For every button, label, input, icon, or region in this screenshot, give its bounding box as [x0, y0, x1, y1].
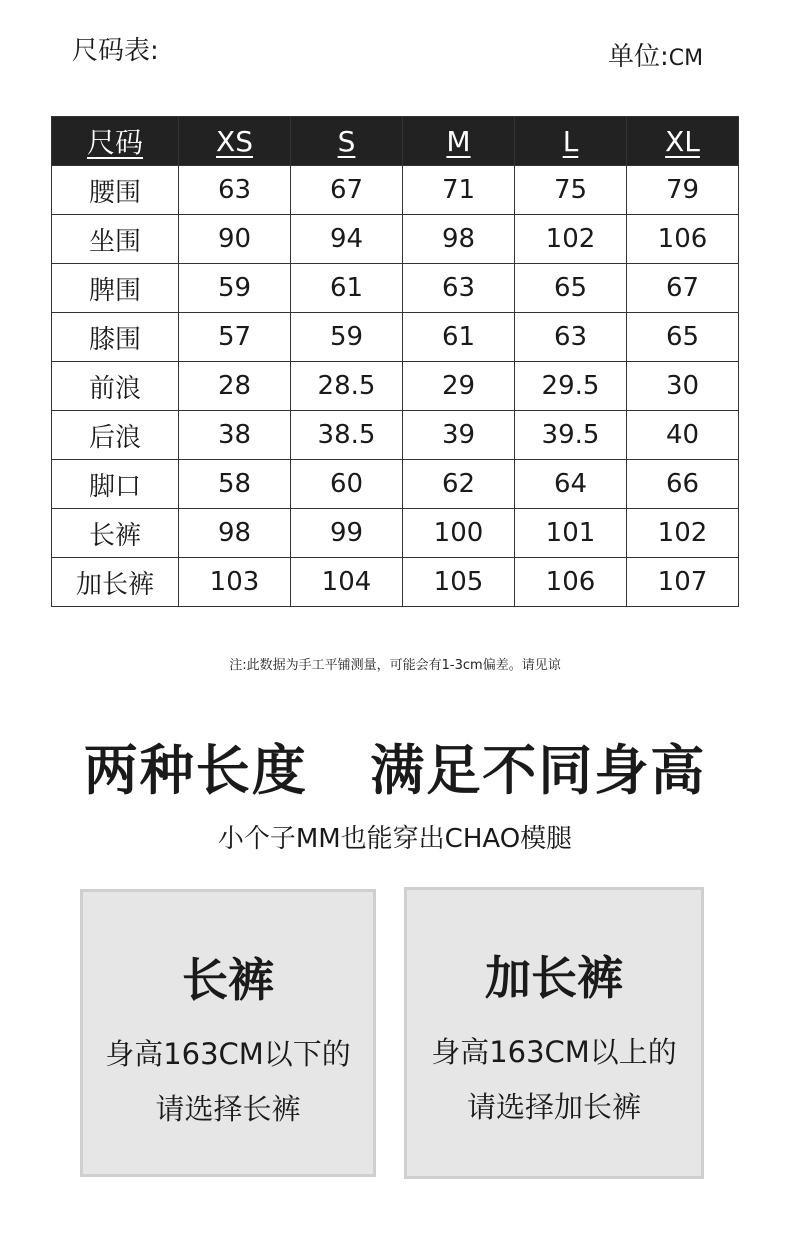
table-cell: 63: [515, 313, 627, 362]
table-cell: 59: [291, 313, 403, 362]
table-cell: 75: [515, 166, 627, 215]
row-label-cell: 膝围: [52, 313, 179, 362]
table-cell: 30: [627, 362, 739, 411]
table-cell: 62: [403, 460, 515, 509]
table-row: [52, 264, 739, 313]
measurement-note: 注:此数据为手工平铺测量，可能会有1-3cm偏差。请见谅: [229, 658, 561, 673]
table-row: [52, 558, 739, 607]
table-cell: 66: [627, 460, 739, 509]
unit-label-text: 单位:: [608, 42, 669, 72]
size-table: [51, 116, 739, 607]
table-cell: 61: [403, 313, 515, 362]
table-cell: 29: [403, 362, 515, 411]
table-cell: 102: [627, 509, 739, 558]
table-cell: 90: [179, 215, 291, 264]
header-cell-l: L: [515, 117, 627, 166]
table-cell: 64: [515, 460, 627, 509]
row-label-cell: 坐围: [52, 215, 179, 264]
row-label-cell: 前浪: [52, 362, 179, 411]
row-label-cell: 脚口: [52, 460, 179, 509]
table-row: [52, 362, 739, 411]
table-cell: 57: [179, 313, 291, 362]
table-cell: 106: [627, 215, 739, 264]
table-cell: 28.5: [291, 362, 403, 411]
table-cell: 63: [179, 166, 291, 215]
table-row: [52, 166, 739, 215]
subheadline: 小个子MM也能穿出CHAO模腿: [217, 824, 573, 854]
header-cell-xs: XS: [179, 117, 291, 166]
table-cell: 106: [515, 558, 627, 607]
table-cell: 59: [179, 264, 291, 313]
table-cell: 65: [627, 313, 739, 362]
row-label-cell: 腰围: [52, 166, 179, 215]
table-cell: 58: [179, 460, 291, 509]
table-cell: 67: [627, 264, 739, 313]
card-height-line: 身高163CM以下的: [105, 1037, 351, 1071]
card-choose-line: 请选择长裤: [155, 1092, 301, 1126]
table-cell: 28: [179, 362, 291, 411]
card-title: 加长裤: [485, 951, 623, 1005]
header-cell-xl: XL: [627, 117, 739, 166]
table-cell: 39: [403, 411, 515, 460]
table-cell: 104: [291, 558, 403, 607]
table-cell: 102: [515, 215, 627, 264]
card-extra-length: [404, 887, 704, 1179]
table-cell: 40: [627, 411, 739, 460]
table-cell: 107: [627, 558, 739, 607]
unit-value: CM: [668, 46, 704, 71]
table-cell: 65: [515, 264, 627, 313]
table-row: [52, 215, 739, 264]
table-cell: 103: [179, 558, 291, 607]
card-title: 长裤: [182, 953, 274, 1007]
table-cell: 99: [291, 509, 403, 558]
table-cell: 38: [179, 411, 291, 460]
table-cell: 63: [403, 264, 515, 313]
table-cell: 38.5: [291, 411, 403, 460]
header-cell-size: 尺码: [52, 117, 179, 166]
table-cell: 61: [291, 264, 403, 313]
table-cell: 101: [515, 509, 627, 558]
table-row: [52, 313, 739, 362]
table-body: [52, 166, 739, 607]
headline: 两种长度 满足不同身高: [83, 739, 707, 802]
table-cell: 67: [291, 166, 403, 215]
row-label-cell: 加长裤: [52, 558, 179, 607]
table-cell: 60: [291, 460, 403, 509]
row-label-cell: 长裤: [52, 509, 179, 558]
row-label-cell: 后浪: [52, 411, 179, 460]
row-label-cell: 脾围: [52, 264, 179, 313]
header-cell-m: M: [403, 117, 515, 166]
table-row: [52, 509, 739, 558]
table-cell: 94: [291, 215, 403, 264]
table-cell: 100: [403, 509, 515, 558]
table-cell: 71: [403, 166, 515, 215]
table-cell: 98: [403, 215, 515, 264]
table-cell: 39.5: [515, 411, 627, 460]
card-height-line: 身高163CM以上的: [431, 1035, 677, 1069]
table-cell: 79: [627, 166, 739, 215]
table-header-row: [52, 117, 739, 166]
table-row: [52, 460, 739, 509]
card-regular-length: [80, 889, 376, 1177]
size-chart-title: 尺码表:: [72, 36, 159, 66]
table-cell: 98: [179, 509, 291, 558]
table-cell: 105: [403, 558, 515, 607]
table-row: [52, 411, 739, 460]
header-cell-s: S: [291, 117, 403, 166]
table-cell: 29.5: [515, 362, 627, 411]
unit-label: [608, 36, 703, 73]
card-choose-line: 请选择加长裤: [466, 1090, 641, 1124]
